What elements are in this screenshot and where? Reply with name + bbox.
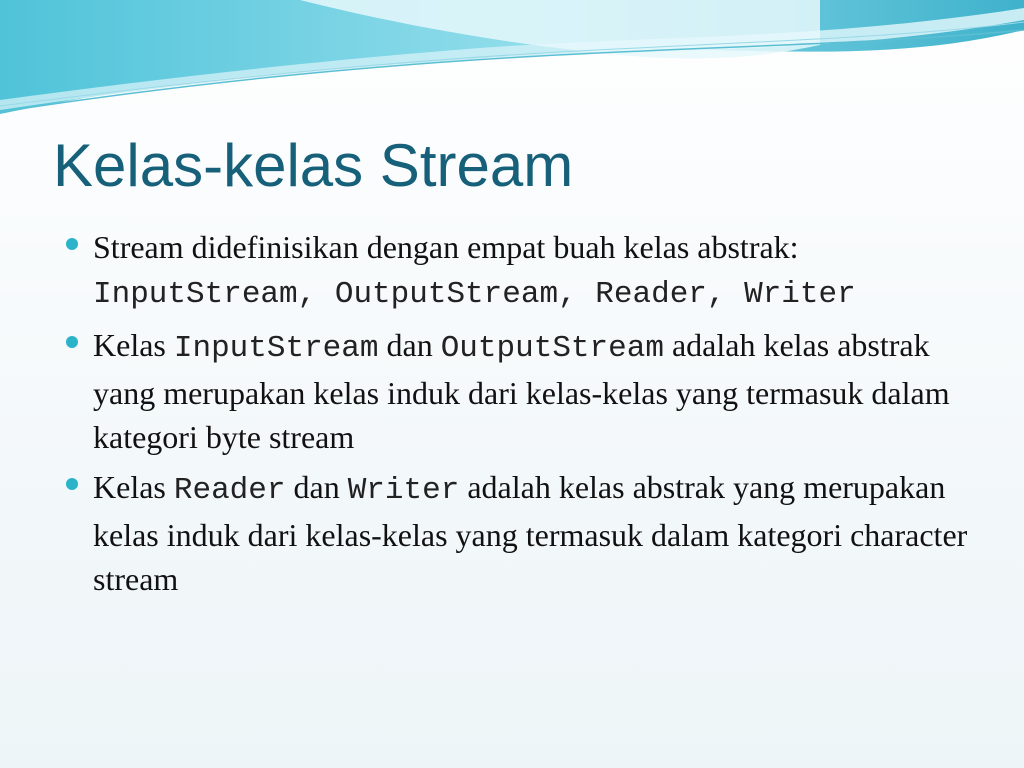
bullet-text: dan — [378, 327, 441, 363]
code-text: Reader — [173, 473, 286, 508]
header-wave-decoration — [0, 0, 1024, 140]
code-text: Writer — [347, 473, 460, 508]
bullet-dot-icon — [66, 238, 78, 250]
bullet-dot-icon — [66, 478, 78, 490]
bullet-text: Kelas — [93, 469, 174, 505]
bullet-text: adalah kelas abstrak yang merupakan kelas induk dari kelas-kelas yang termasuk dalam kategori character stream — [93, 469, 968, 597]
code-text: InputStream — [173, 331, 379, 366]
bullet-item — [64, 225, 984, 317]
code-text: OutputStream — [440, 331, 664, 366]
bullet-text: dan — [285, 469, 348, 505]
bullet-text: adalah kelas abstrak yang merupakan kelas induk dari kelas-kelas yang termasuk dalam kategori byte stream — [93, 327, 950, 455]
bullet-list — [64, 225, 984, 607]
bullet-item — [64, 323, 984, 459]
bullet-text: Kelas — [93, 327, 174, 363]
bullet-dot-icon — [66, 336, 78, 348]
bullet-item — [64, 465, 984, 601]
bullet-text: Stream didefinisikan dengan empat buah kelas abstrak: — [93, 229, 799, 265]
slide-title: Kelas-kelas Stream — [53, 132, 574, 199]
code-text: InputStream, OutputStream, Reader, Writer — [93, 277, 856, 312]
